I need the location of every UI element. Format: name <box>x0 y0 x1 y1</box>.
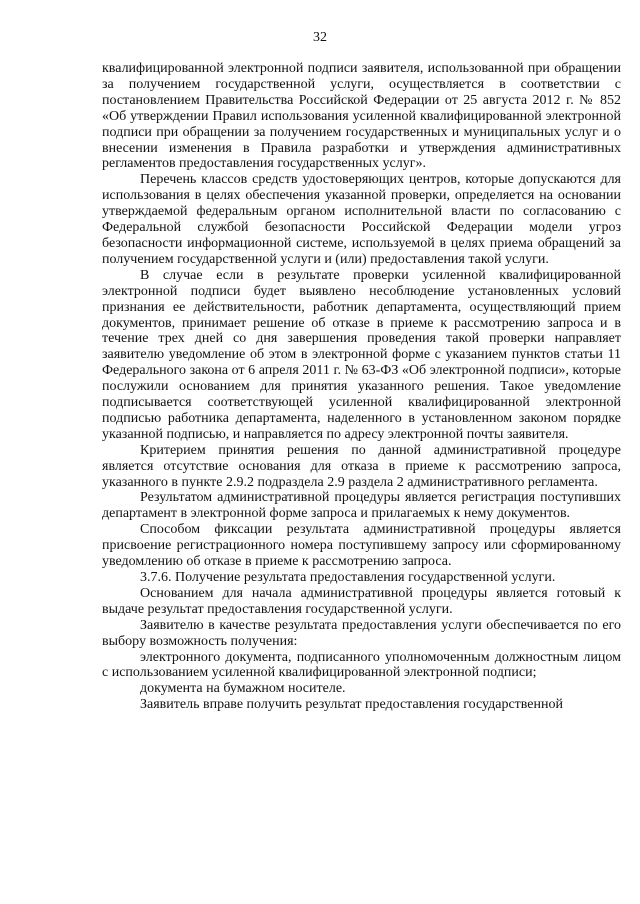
paragraph: Критерием принятия решения по данной административной процедуре является отсутствие основания для отказа в приеме к рассмотрению запроса, указанного в пункте 2.9.2 подраздела 2.9 раздела 2 административного регламента. <box>102 442 621 490</box>
paragraph: Заявителю в качестве результата предоставления услуги обеспечивается по его выбору возможность получения: <box>102 617 621 649</box>
paragraph: Результатом административной процедуры является регистрация поступивших департамент в электронной форме запроса и прилагаемых к нему документов. <box>102 490 621 522</box>
paragraph: квалифицированной электронной подписи заявителя, использованной при обращении за получением государственной услуги, осуществляется в соответствии с постановлением Правительства Российской Федерации от 25 августа 2012 г. № 852 «Об утверждении Правил использования усиленной квалифицированной электронной подписи при обращении за получением государственных и муниципальных услуг и о внесении изменения в Правила разработки и утверждения административных регламентов предоставления государственных услуг». <box>102 61 621 172</box>
page-number: 32 <box>313 30 327 45</box>
paragraph: Основанием для начала административной процедуры является готовый к выдаче результат предоставления государственной услуги. <box>102 585 621 617</box>
body-text <box>102 61 621 713</box>
list-item: электронного документа, подписанного уполномоченным должностным лицом с использованием усиленной квалифицированной электронной подписи; <box>102 649 621 681</box>
list-item: документа на бумажном носителе. <box>140 681 346 697</box>
paragraph: Заявитель вправе получить результат предоставления государственной <box>140 697 564 713</box>
section-heading: 3.7.6. Получение результата предоставления государственной услуги. <box>140 570 556 585</box>
paragraph: Способом фиксации результата административной процедуры является присвоение регистрационного номера поступившему запросу или сформированному уведомлению об отказе в приеме к рассмотрению запроса. <box>102 522 621 570</box>
paragraph: В случае если в результате проверки усиленной квалифицированной электронной подписи будет выявлено несоблюдение установленных условий признания ее действительности, работник департамента, осуществляющий прием документов, принимает решение об отказе в приеме к рассмотрению запроса и в течение трех дней со дня завершения проведения такой проверки направляет заявителю уведомление об этом в электронной форме с указанием пунктов статьи 11 Федерального закона от 6 апреля 2011 г. № 63-ФЗ «Об электронной подписи», которые послужили основанием для принятия указанного решения. Такое уведомление подписывается соответствующей усиленной квалифицированной электронной подписью работника департамента, наделенного в установленном законом порядке указанной подписью, и направляется по адресу электронной почты заявителя. <box>102 267 621 442</box>
paragraph: Перечень классов средств удостоверяющих центров, которые допускаются для использования в целях обеспечения указанной проверки, определяется на основании утверждаемой федеральным органом исполнительной власти по согласованию с Федеральной службой безопасности Российской Федерации модели угроз безопасности информационной системе, используемой в целях приема обращений за получением государственной услуги и (или) предоставления такой услуги. <box>102 172 621 267</box>
